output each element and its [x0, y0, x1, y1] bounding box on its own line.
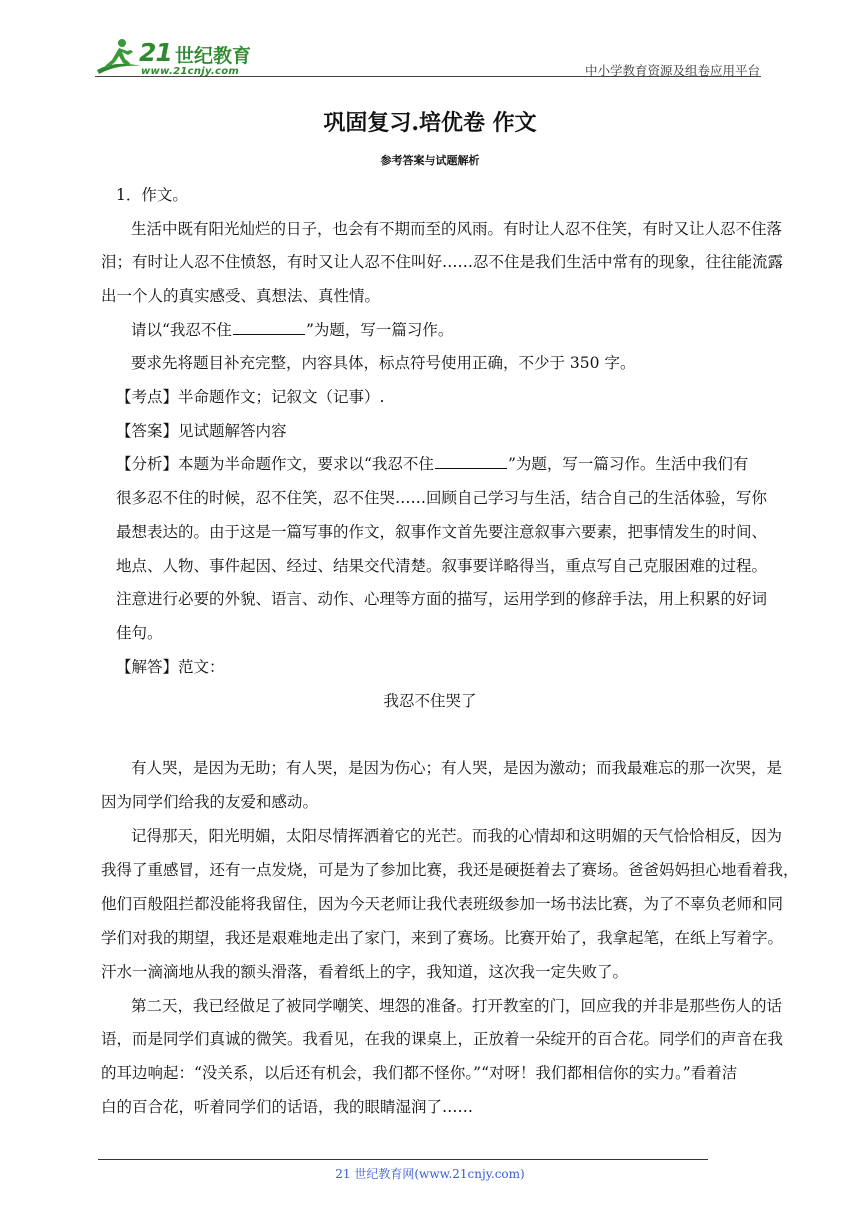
- document-title: 巩固复习.培优卷 作文: [323, 110, 537, 136]
- instruction-text: 请以“我忍不住: [131, 321, 232, 339]
- essay-line: 语，而是同学们真诚的微笑。我看见，在我的课桌上，正放着一朵绽开的百合花。同学们的声音在我: [101, 1030, 784, 1048]
- kaodian-line: 【考点】半命题作文；记叙文（记事）.: [116, 388, 385, 406]
- essay-line: 我得了重感冒，还有一点发烧，可是为了参加比赛，我还是硬挺着去了赛场。爸爸妈妈担心地看着我，: [101, 861, 799, 879]
- essay-line: 白的百合花，听着同学们的话语，我的眼睛湿润了……: [101, 1098, 474, 1116]
- fill-blank: [233, 320, 305, 335]
- footer-link[interactable]: 21 世纪教育网(www.21cnjy.com): [335, 1167, 525, 1181]
- analysis-line: 最想表达的。由于这是一篇写事的作文，叙事作文首先要注意叙事六要素，把事情发生的时间、: [116, 523, 768, 541]
- jieda-line: 【解答】范文：: [116, 658, 225, 676]
- essay-line: 的耳边响起：“没关系，以后还有机会，我们都不怪你。”“对呀！我们都相信你的实力。”看着洁: [101, 1064, 738, 1082]
- logo-name: 世纪教育: [175, 45, 252, 67]
- instruction-text: ”为题，写一篇习作。: [305, 321, 454, 339]
- essay-line: 学们对我的期望，我还是艰难地走出了家门，来到了赛场。比赛开始了，我拿起笔，在纸上写着字。: [101, 929, 784, 947]
- prompt-line: 出一个人的真实感受、真想法、真性情。: [101, 287, 381, 305]
- header-divider: [95, 76, 761, 77]
- analysis-text: ”为题，写一篇习作。生活中我们有: [507, 455, 749, 473]
- fill-blank: [435, 454, 507, 469]
- document-subtitle: 参考答案与试题解析: [380, 154, 480, 167]
- essay-line: 他们百般阻拦都没能将我留住，因为今天老师让我代表班级参加一场书法比赛，为了不辜负老师和同: [101, 895, 784, 913]
- requirement-line: 要求先将题目补充完整，内容具体，标点符号使用正确，不少于 350 字。: [131, 354, 636, 372]
- essay-line: 汗水一滴滴地从我的额头滑落，看着纸上的字，我知道，这次我一定失败了。: [101, 963, 629, 981]
- essay-line: 因为同学们给我的友爱和感动。: [101, 793, 319, 811]
- essay-title: 我忍不住哭了: [383, 692, 477, 710]
- prompt-line: 泪；有时让人忍不住愤怒，有时又让人忍不住叫好……忍不住是我们生活中常有的现象，往往能流露: [101, 253, 784, 271]
- site-logo: [95, 36, 265, 80]
- essay-line: 记得那天，阳光明媚，太阳尽情挥洒着它的光芒。而我的心情却和这明媚的天气恰恰相反，因为: [131, 827, 783, 845]
- analysis-line: 地点、人物、事件起因、经过、结果交代清楚。叙事要详略得当，重点写自己克服困难的过程。: [116, 557, 768, 575]
- footer-divider: [98, 1159, 708, 1160]
- analysis-line: 注意进行必要的外貌、语言、动作、心理等方面的描写，运用学到的修辞手法，用上积累的好词: [116, 590, 768, 608]
- analysis-line: [116, 454, 748, 474]
- page-header: [95, 36, 760, 80]
- analysis-text: 【分析】本题为半命题作文，要求以“我忍不住: [116, 455, 434, 473]
- analysis-line: 很多忍不住的时候，忍不住笑，忍不住哭……回顾自己学习与生活，结合自己的生活体验，写你: [116, 489, 768, 507]
- platform-name: 中小学教育资源及组卷应用平台: [584, 63, 760, 78]
- answer-line: 【答案】见试题解答内容: [116, 422, 287, 440]
- logo-number: 21: [139, 38, 172, 67]
- prompt-line: 生活中既有阳光灿烂的日子，也会有不期而至的风雨。有时让人忍不住笑，有时又让人忍不住落: [131, 220, 783, 238]
- logo-url: www.21cnjy.com: [141, 66, 240, 77]
- essay-line: 第二天，我已经做足了被同学嘲笑、埋怨的准备。打开教室的门，回应我的并非是那些伤人的话: [131, 997, 783, 1015]
- analysis-line: 佳句。: [116, 624, 163, 642]
- runner-logo-icon: [95, 36, 143, 80]
- essay-line: 有人哭，是因为无助；有人哭，是因为伤心；有人哭，是因为激动；而我最难忘的那一次哭，是: [131, 759, 783, 777]
- question-number: 1．作文。: [116, 186, 188, 204]
- instruction-line: [131, 320, 453, 340]
